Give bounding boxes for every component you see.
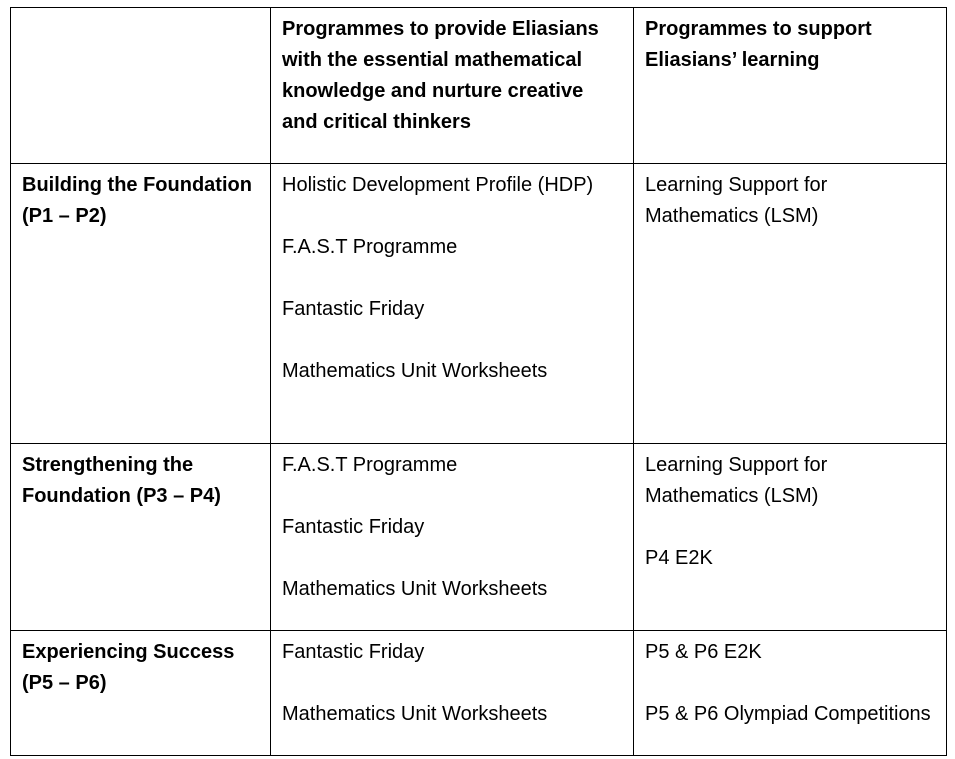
support-programmes-cell — [634, 164, 947, 444]
programme-item: P5 & P6 Olympiad Competitions — [645, 703, 931, 725]
essential-programmes-cell — [271, 164, 634, 444]
programme-item: F.A.S.T Programme — [282, 454, 458, 476]
stage-label: Strengthening the Foundation (P3 – P4) — [11, 444, 271, 631]
programme-item: F.A.S.T Programme — [282, 236, 458, 258]
stage-label: Building the Foundation (P1 – P2) — [11, 164, 271, 444]
programme-item: Fantastic Friday — [282, 641, 425, 663]
programme-item: Learning Support for Mathematics (LSM) — [645, 174, 828, 227]
programme-item: P5 & P6 E2K — [645, 641, 762, 663]
header-essential-programmes: Programmes to provide Eliasians with the essential mathematical knowledge and nurture creative and critical thinkers — [271, 8, 634, 164]
programme-item: Holistic Development Profile (HDP) — [282, 174, 594, 196]
support-programmes-cell — [634, 631, 947, 756]
table-row — [11, 444, 947, 631]
support-programmes-cell — [634, 444, 947, 631]
programme-item: Fantastic Friday — [282, 516, 425, 538]
table-row — [11, 164, 947, 444]
programme-item: Mathematics Unit Worksheets — [282, 360, 548, 382]
programme-item: Mathematics Unit Worksheets — [282, 578, 548, 600]
programme-item: Mathematics Unit Worksheets — [282, 703, 548, 725]
essential-programmes-cell — [271, 444, 634, 631]
programme-item: Fantastic Friday — [282, 298, 425, 320]
header-row — [11, 8, 947, 164]
header-cell-empty — [11, 8, 271, 164]
essential-programmes-cell — [271, 631, 634, 756]
programme-item: Learning Support for Mathematics (LSM) — [645, 454, 828, 507]
table-row — [11, 631, 947, 756]
header-support-programmes: Programmes to support Eliasians’ learning — [634, 8, 947, 164]
stage-label: Experiencing Success (P5 – P6) — [11, 631, 271, 756]
programmes-table — [10, 7, 947, 756]
programme-item: P4 E2K — [645, 547, 713, 569]
